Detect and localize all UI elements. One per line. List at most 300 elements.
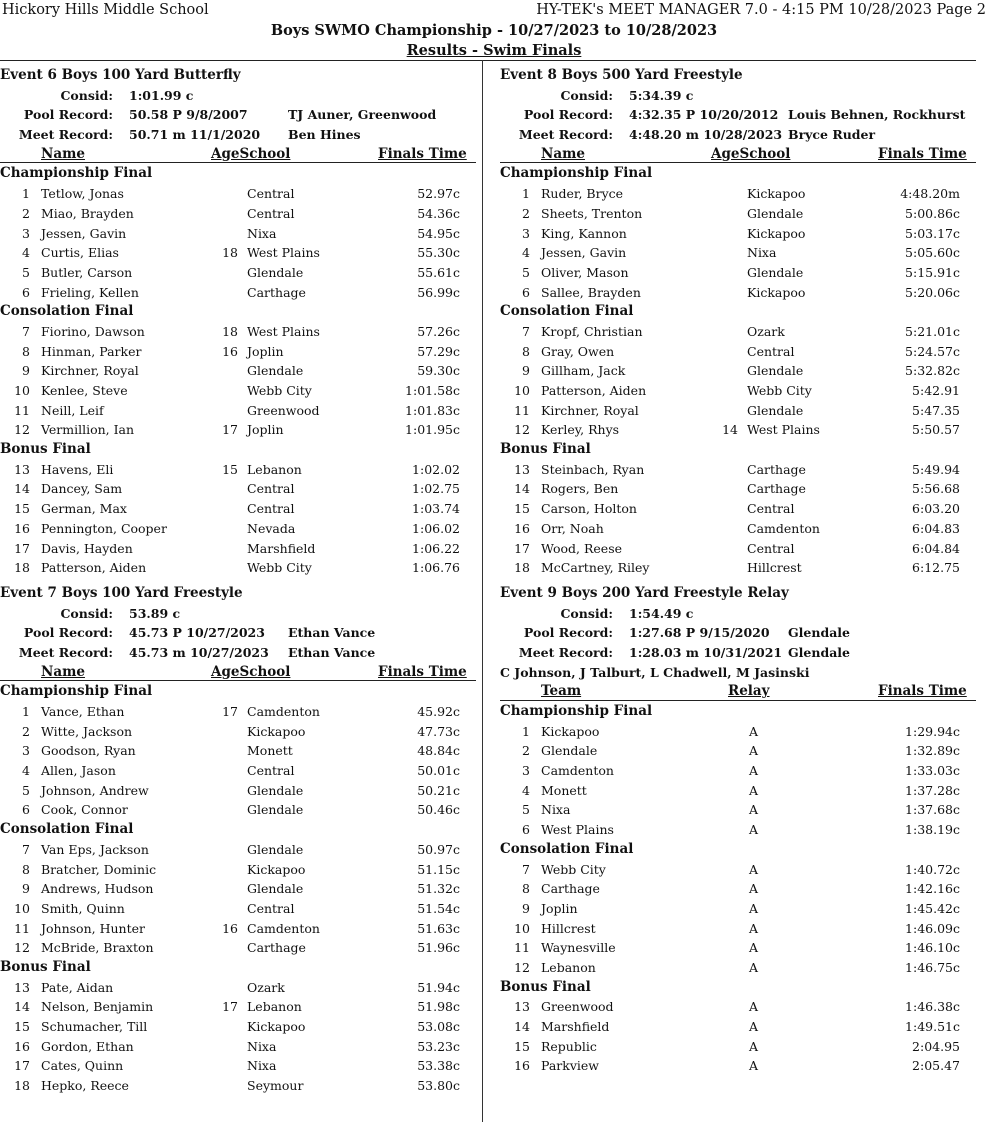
school: Camdenton (747, 520, 820, 536)
finals-time: 51.54c (417, 900, 460, 916)
swimmer-name: Butler, Carson (41, 264, 133, 280)
school: Carthage (247, 940, 306, 956)
finals-time: 1:37.28c (905, 782, 960, 798)
school: Monett (247, 743, 293, 759)
record-holder: Glendale (788, 625, 851, 641)
place: 18 (514, 560, 530, 576)
place: 7 (22, 323, 30, 339)
place: 14 (14, 999, 30, 1015)
school: Webb City (247, 383, 312, 398)
finals-time: 1:38.19c (905, 822, 960, 838)
school: Glendale (747, 363, 804, 379)
result-row (0, 519, 476, 539)
swimmer-name: German, Max (41, 501, 127, 517)
swimmer-name: Frieling, Kellen (41, 284, 139, 300)
record-holder: TJ Auner, Greenwood (288, 107, 437, 123)
finals-time: 1:33.03c (905, 763, 960, 779)
consid-label: Consid: (60, 87, 113, 103)
meet-record-row (0, 125, 476, 145)
results-label: Results - Swim Finals (406, 42, 582, 59)
result-row (0, 322, 476, 342)
result-row (500, 479, 976, 499)
finals-time: 5:50.57 (912, 422, 960, 438)
result-row (0, 938, 476, 958)
place: 15 (14, 501, 30, 517)
swimmer-name: Oliver, Mason (541, 264, 629, 280)
finals-time: 5:47.35 (912, 402, 960, 418)
team-header: Team (541, 683, 582, 700)
school: Kickapoo (247, 723, 306, 739)
place: 5 (522, 802, 530, 818)
place: 10 (14, 900, 30, 916)
finals-time: 1:06.22 (412, 540, 460, 556)
relay-result-row (500, 722, 976, 742)
finals-time-header: Finals Time (378, 663, 467, 680)
name-header: Name (41, 663, 85, 680)
result-row (0, 479, 476, 499)
place: 5 (522, 264, 530, 280)
result-row (0, 919, 476, 939)
team-name: Kickapoo (541, 723, 600, 739)
result-row (0, 381, 476, 401)
result-row (500, 243, 976, 263)
place: 17 (14, 540, 30, 556)
place: 15 (14, 1019, 30, 1034)
swimmer-name: Patterson, Aiden (41, 560, 147, 576)
swimmer-name: Johnson, Andrew (41, 782, 149, 798)
result-row (0, 283, 476, 303)
result-row (0, 761, 476, 781)
consid-label: Consid: (560, 605, 613, 621)
record-label: Meet Record: (18, 127, 113, 143)
swimmer-name: Curtis, Elias (41, 245, 119, 261)
finals-time: 1:37.68c (905, 802, 960, 818)
column-header-row (0, 663, 476, 683)
swimmer-name: Goodson, Ryan (41, 743, 136, 759)
result-row (500, 322, 976, 342)
finals-time: 2:05.47 (912, 1058, 960, 1074)
finals-time: 5:21.01c (905, 323, 960, 339)
result-row (0, 997, 476, 1017)
relay-result-row (500, 741, 976, 761)
swimmer-name: Hepko, Reece (41, 1078, 129, 1094)
swimmer-name: Vermillion, Ian (41, 422, 135, 438)
relay-result-row (500, 820, 976, 840)
finals-time: 1:40.72c (905, 861, 960, 877)
finals-time: 1:42.16c (905, 881, 960, 897)
place: 13 (514, 999, 530, 1015)
place: 10 (14, 383, 30, 398)
finals-time: 53.23c (417, 1038, 460, 1054)
place: 10 (514, 920, 530, 936)
finals-time: 6:12.75 (912, 560, 960, 576)
finals-time: 5:00.86c (905, 205, 960, 221)
swimmer-name: Gordon, Ethan (41, 1038, 134, 1054)
record-label: Pool Record: (23, 107, 113, 123)
school: Kickapoo (747, 186, 806, 202)
place: 15 (514, 501, 530, 517)
column-header-row (500, 145, 976, 165)
finals-time: 52.97c (417, 186, 460, 202)
finals-time: 45.92c (417, 704, 460, 719)
team-name: Waynesville (541, 940, 616, 956)
school: Camdenton (247, 920, 320, 936)
header-underline (500, 700, 976, 701)
relay-result-row (500, 899, 976, 919)
finals-time: 1:03.74 (412, 501, 460, 517)
place: 1 (522, 723, 530, 739)
place: 11 (14, 402, 30, 418)
finals-time: 51.15c (417, 861, 460, 877)
school: Nevada (247, 520, 296, 536)
section-title: Consolation Final (0, 303, 134, 320)
swimmer-name: Jessen, Gavin (541, 245, 627, 261)
finals-time: 5:56.68 (912, 481, 960, 497)
school: Glendale (247, 363, 304, 379)
record-value: 1:27.68 P 9/15/2020 (629, 625, 770, 641)
place: 1 (22, 186, 30, 202)
event-title: Event 6 Boys 100 Yard Butterfly (0, 67, 241, 83)
header-underline (500, 162, 976, 163)
result-row (500, 381, 976, 401)
result-row (0, 184, 476, 204)
place: 11 (14, 920, 30, 936)
result-row (500, 499, 976, 519)
swimmer-name: McCartney, Riley (541, 560, 650, 576)
finals-time: 1:29.94c (905, 723, 960, 739)
record-label: Meet Record: (18, 644, 113, 660)
result-row (500, 558, 976, 578)
swimmer-name: Kenlee, Steve (41, 383, 128, 398)
swimmer-name: Patterson, Aiden (541, 383, 647, 398)
school: Nixa (747, 245, 777, 261)
finals-time-header: Finals Time (878, 145, 967, 162)
school: Glendale (247, 264, 304, 280)
finals-time: 59.30c (417, 363, 460, 379)
swimmer-name: Kirchner, Royal (541, 402, 639, 418)
relay-letter: A (749, 782, 759, 798)
swimmer-name: Orr, Noah (541, 520, 604, 536)
record-swimmers: C Johnson, J Talburt, L Chadwell, M Jasinski (500, 664, 810, 680)
section-title: Championship Final (500, 703, 653, 719)
team-name: Republic (541, 1038, 597, 1054)
finals-time: 1:06.02 (412, 520, 460, 536)
result-row (0, 224, 476, 244)
place: 13 (514, 461, 530, 477)
swimmer-name: Tetlow, Jonas (41, 186, 124, 202)
record-value: 4:32.35 P 10/20/2012 (629, 107, 779, 123)
place: 17 (514, 540, 530, 556)
relay-letter: A (749, 763, 759, 779)
right-column (500, 60, 976, 1076)
place: 14 (514, 1019, 530, 1034)
relay-letter: A (749, 743, 759, 759)
school: Joplin (247, 343, 284, 359)
age: 17 (222, 999, 238, 1015)
finals-time: 5:20.06c (905, 284, 960, 300)
finals-time: 6:04.84 (912, 540, 960, 556)
record-value: 1:28.03 m 10/31/2021 (629, 644, 783, 660)
place: 2 (522, 205, 530, 221)
section-title: Bonus Final (0, 441, 91, 458)
place: 6 (22, 284, 30, 300)
school: Webb City (247, 560, 312, 576)
finals-time: 50.97c (417, 841, 460, 857)
swimmer-name: Schumacher, Till (41, 1019, 148, 1034)
consid-value: 5:34.39 c (629, 87, 694, 103)
age: 14 (722, 422, 738, 438)
swimmer-name: Davis, Hayden (41, 540, 133, 556)
result-row (0, 722, 476, 742)
place: 1 (522, 186, 530, 202)
result-row (0, 899, 476, 919)
school: Nixa (247, 1038, 277, 1054)
place: 9 (22, 881, 30, 897)
record-holder: Bryce Ruder (788, 127, 876, 143)
result-row (0, 781, 476, 801)
school: Nixa (247, 225, 277, 241)
result-row (500, 204, 976, 224)
finals-time: 47.73c (417, 723, 460, 739)
finals-time: 51.96c (417, 940, 460, 956)
school: Glendale (247, 881, 304, 897)
relay-letter: A (749, 802, 759, 818)
school: Lebanon (247, 461, 302, 477)
relay-result-row (500, 800, 976, 820)
place: 11 (514, 940, 530, 956)
result-row (500, 342, 976, 362)
place: 5 (22, 264, 30, 280)
meet-record-row (500, 643, 976, 663)
relay-letter: A (749, 959, 759, 975)
record-label: Meet Record: (518, 644, 613, 660)
swimmer-name: Wood, Reese (541, 540, 623, 556)
consid-value: 1:54.49 c (629, 605, 694, 621)
result-row (500, 283, 976, 303)
record-value: 45.73 P 10/27/2023 (129, 625, 265, 641)
school: Glendale (247, 802, 304, 818)
swimmer-name: Sheets, Trenton (541, 205, 643, 221)
school: Central (747, 540, 795, 556)
school: Webb City (747, 383, 812, 398)
place: 9 (22, 363, 30, 379)
record-holder: Louis Behnen, Rockhurst (788, 107, 966, 123)
team-name: Greenwood (541, 999, 614, 1015)
team-name: Webb City (541, 861, 606, 877)
place: 4 (22, 763, 30, 779)
place: 8 (22, 861, 30, 877)
result-row (500, 401, 976, 421)
finals-time: 1:01.83c (405, 402, 460, 418)
pool-record-row (0, 105, 476, 125)
finals-time: 5:32.82c (905, 363, 960, 379)
finals-time: 53.80c (417, 1078, 460, 1094)
school: Glendale (247, 782, 304, 798)
swimmer-name: Nelson, Benjamin (41, 999, 154, 1015)
meet-record-row (0, 643, 476, 663)
swimmer-name: Witte, Jackson (41, 723, 133, 739)
finals-time: 1:46.38c (905, 999, 960, 1015)
swimmer-name: Pate, Aidan (41, 979, 114, 995)
record-holder: Ethan Vance (288, 644, 376, 660)
swimmer-name: Steinbach, Ryan (541, 461, 645, 477)
finals-time: 57.29c (417, 343, 460, 359)
result-row (500, 420, 976, 440)
swimmer-name: Johnson, Hunter (41, 920, 145, 936)
age: 17 (222, 704, 238, 719)
finals-time: 55.61c (417, 264, 460, 280)
result-row (500, 361, 976, 381)
relay-result-row (500, 1017, 976, 1037)
school: Glendale (747, 402, 804, 418)
finals-time: 55.30c (417, 245, 460, 261)
relay-letter: A (749, 999, 759, 1015)
place: 16 (514, 520, 530, 536)
swimmer-name: Kropf, Christian (541, 323, 643, 339)
place: 3 (522, 225, 530, 241)
finals-time: 5:15.91c (905, 264, 960, 280)
school: Lebanon (247, 999, 302, 1015)
pool-record-row (500, 105, 976, 125)
school: Central (747, 501, 795, 517)
school: Hillcrest (747, 560, 802, 576)
section-title: Championship Final (0, 165, 153, 182)
relay-letter: A (749, 900, 759, 916)
record-holder: Glendale (788, 644, 851, 660)
section-title: Consolation Final (500, 303, 634, 320)
result-row (0, 702, 476, 722)
place: 12 (14, 422, 30, 438)
event-title: Event 7 Boys 100 Yard Freestyle (0, 584, 243, 601)
result-row (0, 1037, 476, 1057)
place: 7 (522, 323, 530, 339)
school: Kickapoo (247, 1019, 306, 1034)
school: Nixa (247, 1058, 277, 1074)
school: Joplin (247, 422, 284, 438)
name-header: Name (541, 145, 585, 162)
place: 14 (514, 481, 530, 497)
finals-time: 51.63c (417, 920, 460, 936)
result-row (0, 499, 476, 519)
place: 13 (14, 979, 30, 995)
meet-title: Boys SWMO Championship - 10/27/2023 to 10/28/2023 (270, 22, 718, 39)
swimmer-name: Cates, Quinn (41, 1058, 124, 1074)
consid-label: Consid: (560, 87, 613, 103)
school: Central (247, 205, 295, 221)
relay-letter: A (749, 822, 759, 838)
section-title: Championship Final (0, 683, 153, 700)
place: 17 (14, 1058, 30, 1074)
pool-record-row (500, 623, 976, 643)
finals-time: 2:04.95 (912, 1038, 960, 1054)
place: 9 (522, 900, 530, 916)
school: Kickapoo (247, 861, 306, 877)
place: 1 (22, 704, 30, 719)
place: 8 (522, 343, 530, 359)
finals-time: 5:42.91 (912, 383, 960, 398)
school: Central (247, 763, 295, 779)
school: Seymour (247, 1078, 304, 1094)
relay-letter: A (749, 723, 759, 739)
result-row (0, 420, 476, 440)
result-row (500, 263, 976, 283)
finals-time: 53.38c (417, 1058, 460, 1074)
result-row (0, 879, 476, 899)
place: 11 (514, 402, 530, 418)
result-row (0, 263, 476, 283)
school: Camdenton (247, 704, 320, 719)
consid-row (500, 86, 976, 106)
place: 3 (22, 743, 30, 759)
team-name: West Plains (541, 822, 614, 838)
result-row (500, 519, 976, 539)
swimmer-name: Allen, Jason (41, 763, 116, 779)
result-row (500, 184, 976, 204)
result-row (0, 243, 476, 263)
swimmer-name: Cook, Connor (41, 802, 128, 818)
team-name: Glendale (541, 743, 598, 759)
event-title: Event 9 Boys 200 Yard Freestyle Relay (500, 584, 789, 601)
team-name: Monett (541, 782, 587, 798)
age: 17 (222, 422, 238, 438)
finals-time: 48.84c (417, 743, 460, 759)
age: 18 (222, 245, 238, 261)
place: 4 (522, 782, 530, 798)
school: Glendale (747, 205, 804, 221)
meet-record-row (500, 125, 976, 145)
school: Central (247, 900, 295, 916)
finals-time: 50.21c (417, 782, 460, 798)
place: 6 (22, 802, 30, 818)
school: Central (247, 186, 295, 202)
record-value: 45.73 m 10/27/2023 (129, 644, 269, 660)
consid-row (0, 604, 476, 624)
place: 5 (22, 782, 30, 798)
place: 4 (522, 245, 530, 261)
finals-time: 5:03.17c (905, 225, 960, 241)
relay-letter: A (749, 940, 759, 956)
finals-time: 54.36c (417, 205, 460, 221)
section-title: Championship Final (500, 165, 653, 182)
school: Central (247, 501, 295, 517)
school: West Plains (247, 323, 320, 339)
column-header-row (0, 145, 476, 165)
swimmer-name: Gillham, Jack (541, 363, 626, 379)
section-title: Consolation Final (0, 821, 134, 838)
place: 9 (522, 363, 530, 379)
record-value: 50.71 m 11/1/2020 (129, 127, 261, 143)
result-row (0, 840, 476, 860)
header-underline (0, 680, 476, 681)
age-school-header: AgeSchool (711, 145, 791, 162)
school: Glendale (247, 841, 304, 857)
host-name: Hickory Hills Middle School (2, 2, 209, 18)
school: Glendale (747, 264, 804, 280)
finals-time: 1:02.02 (412, 461, 460, 477)
finals-time-header: Finals Time (378, 145, 467, 162)
finals-time: 4:48.20m (900, 186, 960, 202)
record-label: Pool Record: (523, 625, 613, 641)
school: West Plains (247, 245, 320, 261)
school: Carthage (747, 481, 806, 497)
swimmer-name: Bratcher, Dominic (41, 861, 157, 877)
swimmer-name: Neill, Leif (41, 402, 104, 418)
relay-letter: A (749, 1058, 759, 1074)
place: 14 (14, 481, 30, 497)
team-name: Lebanon (541, 959, 596, 975)
place: 18 (14, 560, 30, 576)
place: 8 (522, 881, 530, 897)
